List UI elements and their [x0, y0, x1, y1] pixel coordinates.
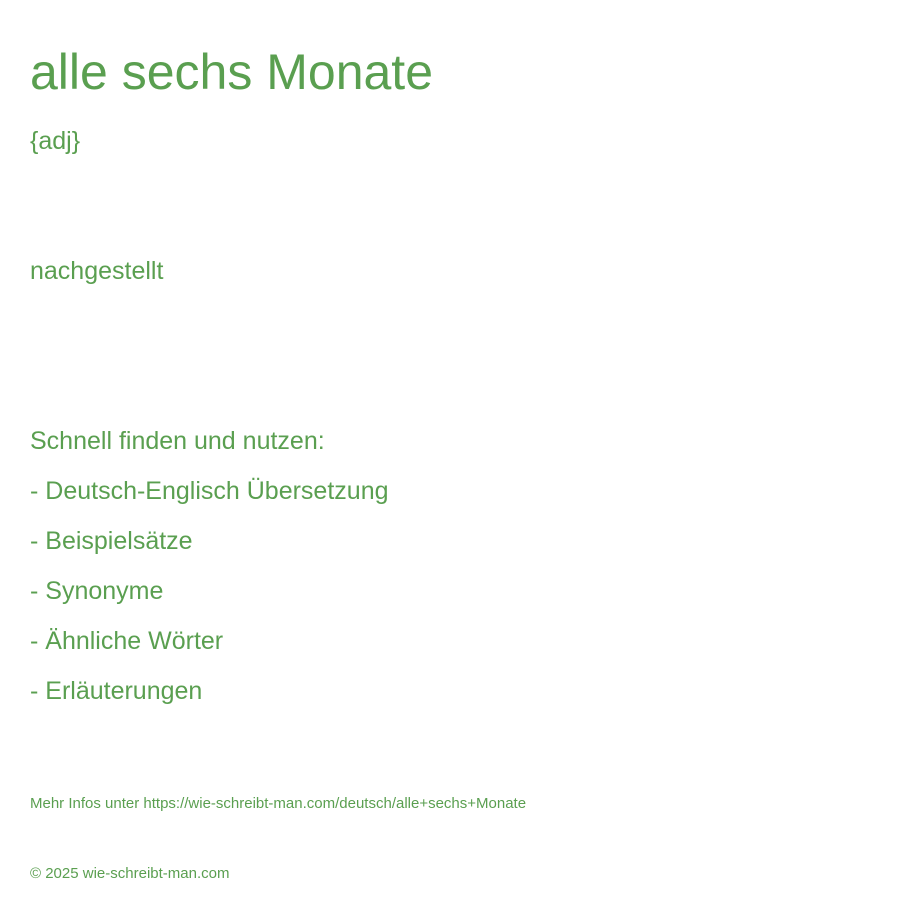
feature-item-synonyms: - Synonyme — [30, 577, 164, 605]
feature-item-similar-words: - Ähnliche Wörter — [30, 627, 224, 655]
entry-title: alle sechs Monate — [30, 44, 434, 100]
feature-item-explanations: - Erläuterungen — [30, 677, 203, 705]
more-info-text: Mehr Infos unter https://wie-schreibt-man.com/deutsch/alle+sechs+Monate — [30, 795, 527, 812]
part-of-speech-label: {adj} — [30, 127, 81, 155]
feature-item-example-sentences: - Beispielsätze — [30, 527, 193, 555]
usage-note: nachgestellt — [30, 257, 164, 285]
features-list — [30, 476, 389, 726]
features-heading: Schnell finden und nutzen: — [30, 427, 325, 455]
feature-item-translation: - Deutsch-Englisch Übersetzung — [30, 477, 389, 505]
copyright-text: © 2025 wie-schreibt-man.com — [30, 865, 230, 882]
